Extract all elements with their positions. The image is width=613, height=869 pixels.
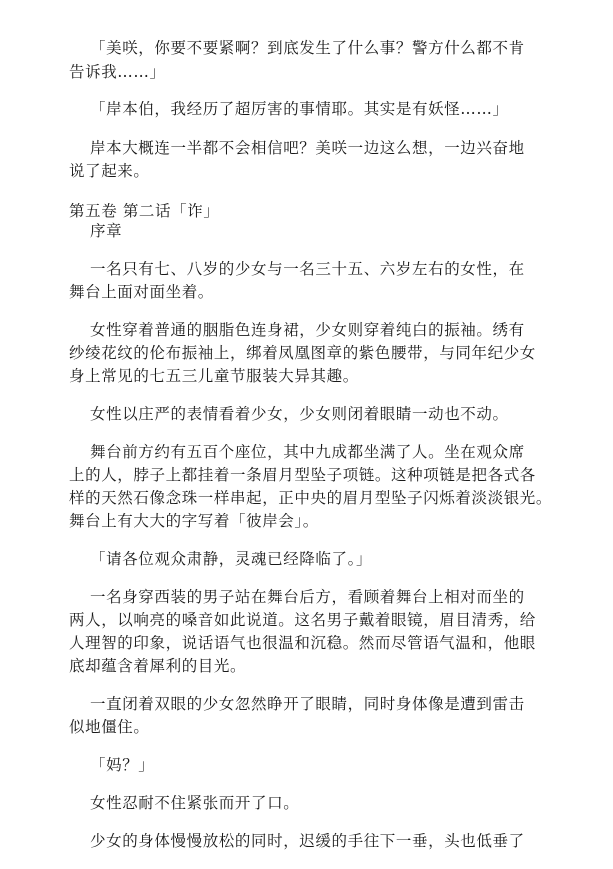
text-line: 女性以庄严的表情看着少女，少女则闭着眼睛一动也不动。	[90, 405, 509, 423]
text-line: 一直闭着双眼的少女忽然睁开了眼睛，同时身体像是遭到雷击	[90, 695, 525, 713]
text-line: 一名身穿西装的男子站在舞台后方，看顾着舞台上相对而坐的	[90, 588, 525, 606]
section-heading: 序章	[90, 222, 123, 240]
text-line: 「妈？」	[90, 756, 155, 774]
text-line: 女性忍耐不住紧张而开了口。	[90, 794, 300, 812]
text-line: 「美咲，你要不要紧啊？到底发生了什么事？警方什么都不肯	[90, 39, 525, 57]
text-line: 舞台上有大大的字写着「彼岸会」。	[69, 512, 319, 530]
text-line: 似地僵住。	[69, 718, 150, 736]
text-line: 舞台上面对面坐着。	[69, 283, 214, 301]
text-line: 两人，以响亮的嗓音如此说道。这名男子戴着眼镜，眉目清秀，给	[69, 611, 536, 629]
text-line: 样的天然石像念珠一样串起，正中央的眉月型坠子闪烁着淡淡银光。	[69, 489, 553, 507]
text-line: 舞台前方约有五百个座位，其中九成都坐满了人。坐在观众席	[90, 443, 525, 461]
text-line: 底却蕴含着犀利的目光。	[69, 657, 247, 675]
text-line: 少女的身体慢慢放松的同时，迟缓的手往下一垂，头也低垂了	[90, 832, 525, 850]
text-line: 身上常见的七五三儿童节服装大异其趣。	[69, 367, 359, 385]
text-line: 告诉我……」	[69, 63, 166, 81]
text-line: 女性穿着普通的胭脂色连身裙，少女则穿着纯白的振袖。绣有	[90, 321, 525, 339]
text-line: 「岸本伯，我经历了超厉害的事情耶。其实是有妖怪……」	[90, 100, 509, 118]
text-line: 一名只有七、八岁的少女与一名三十五、六岁左右的女性，在	[90, 260, 525, 278]
text-line: 「请各位观众肃静，灵魂已经降临了。」	[90, 550, 373, 568]
text-line: 人理智的印象，说话语气也很温和沉稳。然而尽管语气温和，他眼	[69, 634, 536, 652]
text-line: 上的人，脖子上都挂着一条眉月型坠子项链。这种项链是把各式各	[69, 466, 536, 484]
chapter-heading: 第五卷 第二话「诈」	[69, 202, 220, 220]
text-line: 岸本大概连一半都不会相信吧？美咲一边这么想，一边兴奋地	[90, 139, 525, 157]
text-line: 纱绫花纹的伦布振袖上，绑着凤凰图章的紫色腰带，与同年纪少女	[69, 344, 536, 362]
text-line: 说了起来。	[69, 162, 150, 180]
